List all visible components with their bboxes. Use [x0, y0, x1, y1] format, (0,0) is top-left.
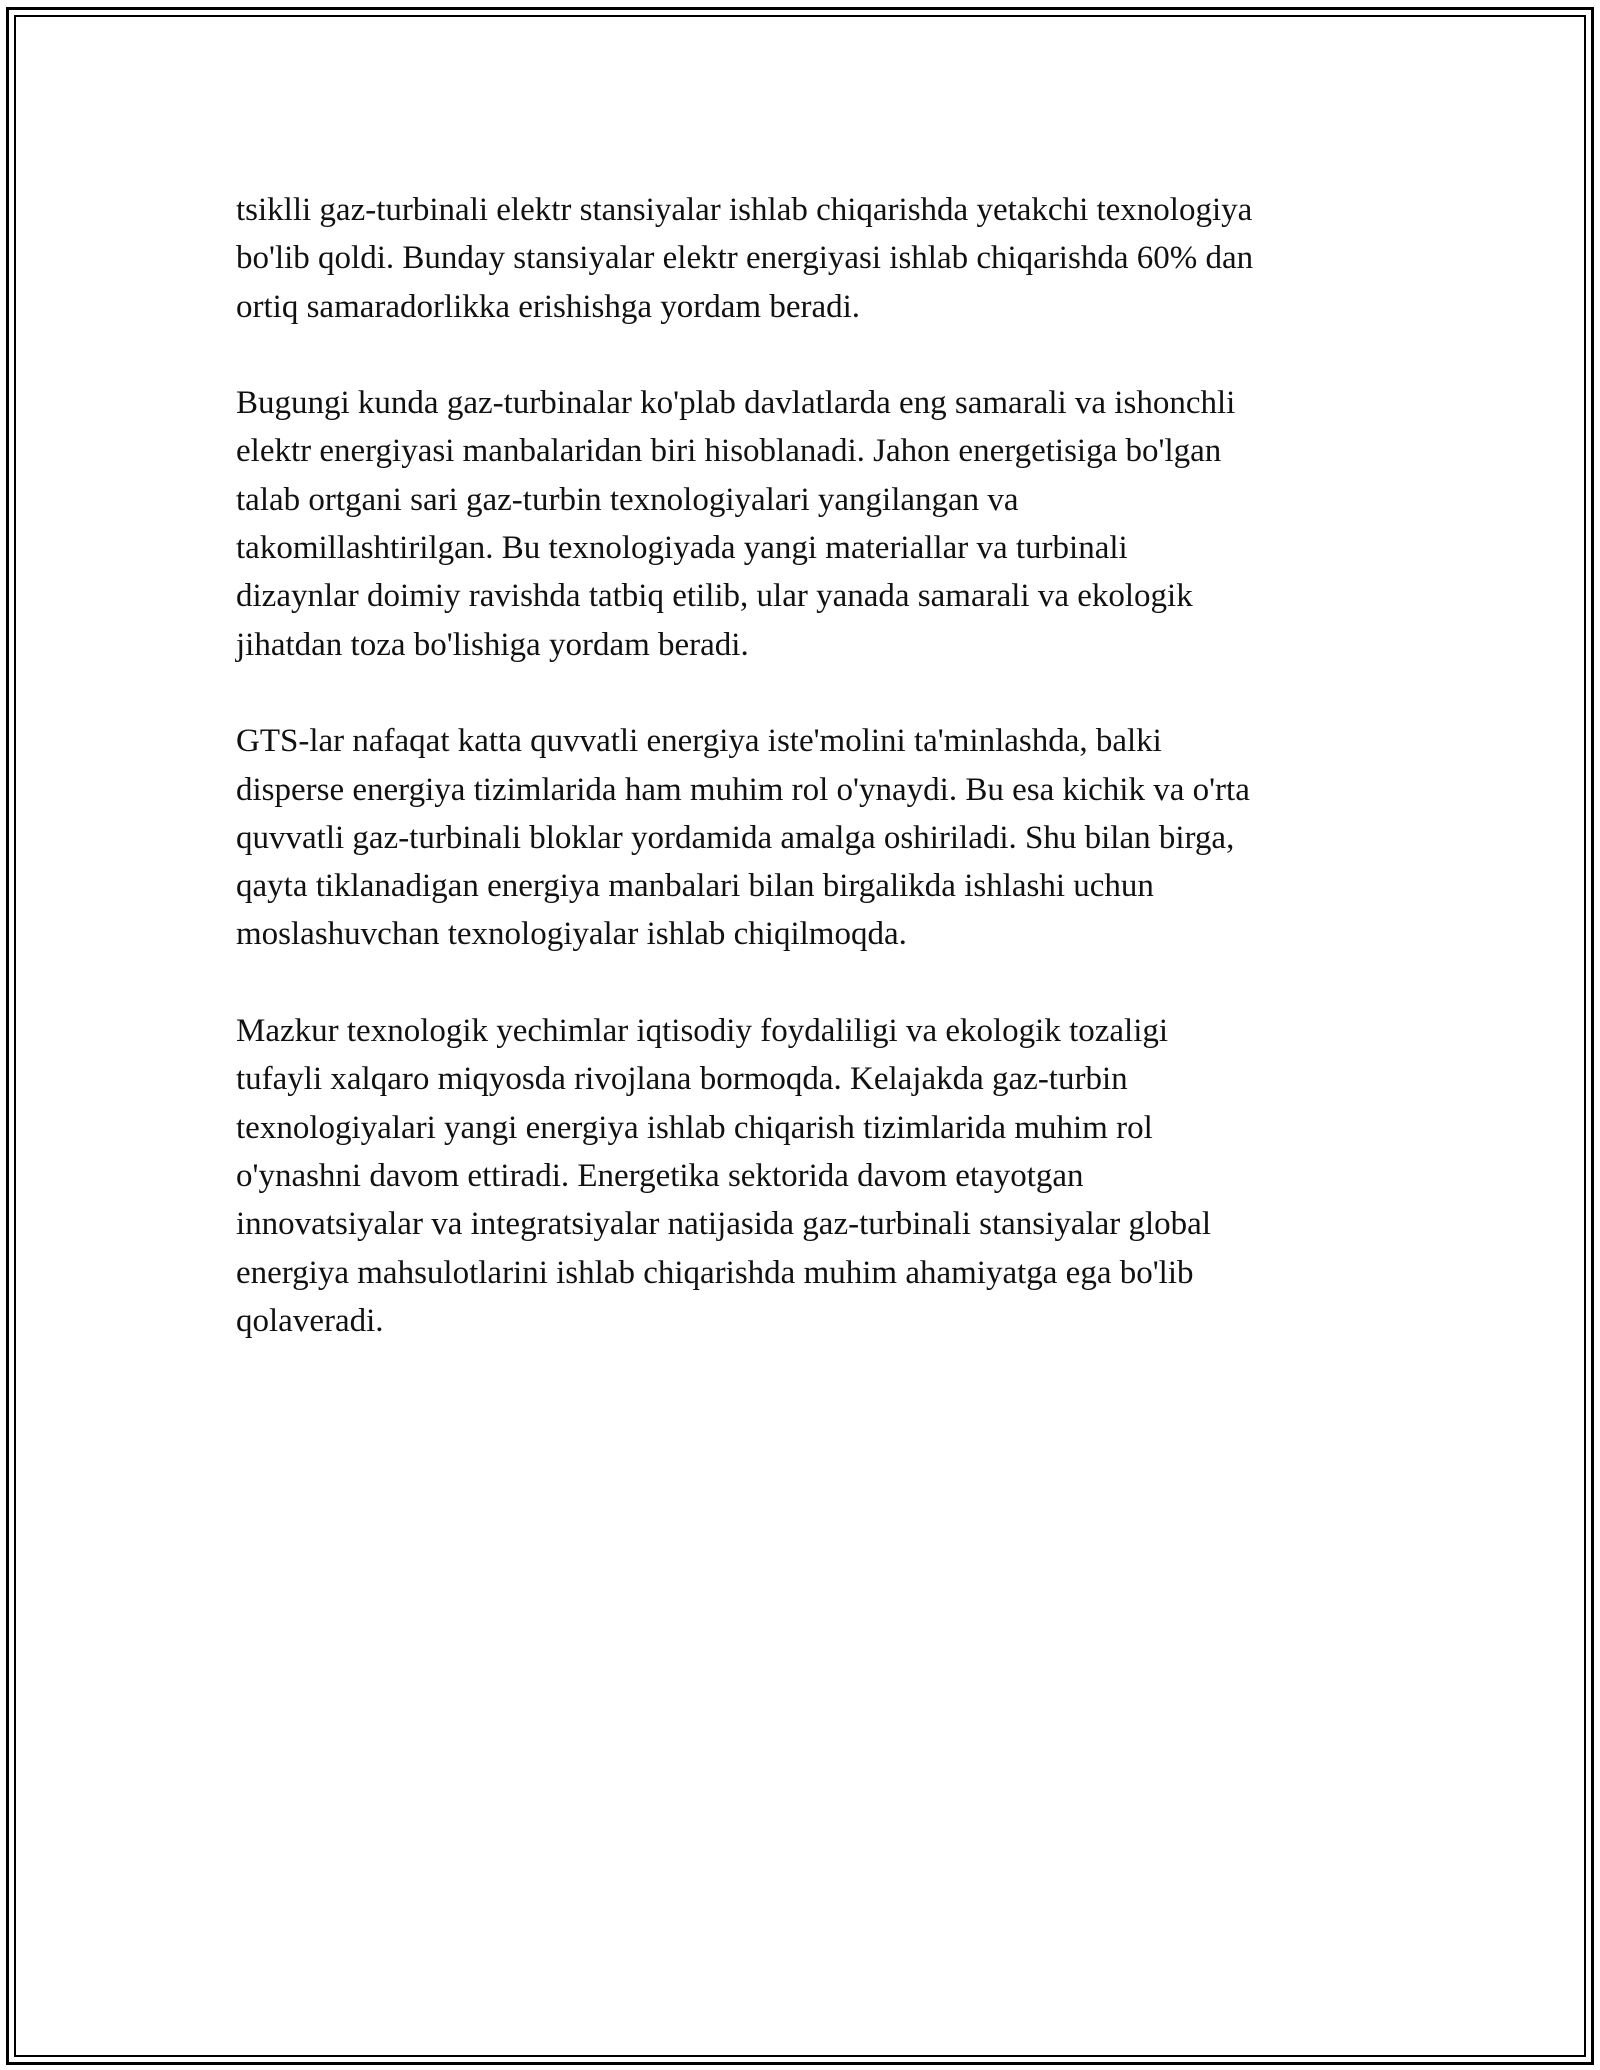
text-line: GTS-lar nafaqat katta quvvatli energiya iste'molini ta'minlashda, balki — [236, 723, 1162, 760]
text-line: energiya mahsulotlarini ishlab chiqarishda muhim ahamiyatga ega bo'lib — [236, 1254, 1194, 1291]
text-line: qolaveradi. — [236, 1302, 384, 1339]
text-line: jihatdan toza bo'lishiga yordam beradi. — [236, 626, 749, 663]
document-body — [236, 186, 1386, 1393]
paragraph-4 — [236, 1007, 1386, 1345]
text-line: elektr energiyasi manbalaridan biri hisoblanadi. Jahon energetisiga bo'lgan — [236, 433, 1222, 470]
text-line: bo'lib qoldi. Bunday stansiyalar elektr energiyasi ishlab chiqarishda 60% dan — [236, 240, 1254, 277]
text-line: dizaynlar doimiy ravishda tatbiq etilib, ular yanada samarali va ekologik — [236, 578, 1193, 615]
text-line: tufayli xalqaro miqyosda rivojlana bormoqda. Kelajakda gaz-turbin — [236, 1061, 1128, 1098]
paragraph-1 — [236, 186, 1386, 331]
paragraph-2 — [236, 379, 1386, 669]
text-line: talab ortgani sari gaz-turbin texnologiyalari yangilangan va — [236, 481, 1019, 518]
text-line: o'ynashni davom ettiradi. Energetika sektorida davom etayotgan — [236, 1157, 1084, 1194]
text-line: Bugungi kunda gaz-turbinalar ko'plab davlatlarda eng samarali va ishonchli — [236, 385, 1236, 422]
text-line: quvvatli gaz-turbinali bloklar yordamida amalga oshiriladi. Shu bilan birga, — [236, 819, 1235, 856]
text-line: ortiq samaradorlikka erishishga yordam beradi. — [236, 288, 861, 325]
text-line: takomillashtirilgan. Bu texnologiyada yangi materiallar va turbinali — [236, 530, 1128, 567]
text-line: texnologiyalari yangi energiya ishlab chiqarish tizimlarida muhim rol — [236, 1109, 1153, 1146]
text-line: innovatsiyalar va integratsiyalar natijasida gaz-turbinali stansiyalar global — [236, 1206, 1211, 1243]
text-line: Mazkur texnologik yechimlar iqtisodiy foydaliligi va ekologik tozaligi — [236, 1013, 1169, 1050]
text-line: qayta tiklanadigan energiya manbalari bilan birgalikda ishlashi uchun — [236, 868, 1154, 905]
text-line: disperse energiya tizimlarida ham muhim rol o'ynaydi. Bu esa kichik va o'rta — [236, 771, 1250, 808]
text-line: moslashuvchan texnologiyalar ishlab chiqilmoqda. — [236, 916, 907, 953]
paragraph-3 — [236, 717, 1386, 958]
text-line: tsiklli gaz-turbinali elektr stansiyalar ishlab chiqarishda yetakchi texnologiya — [236, 192, 1253, 228]
